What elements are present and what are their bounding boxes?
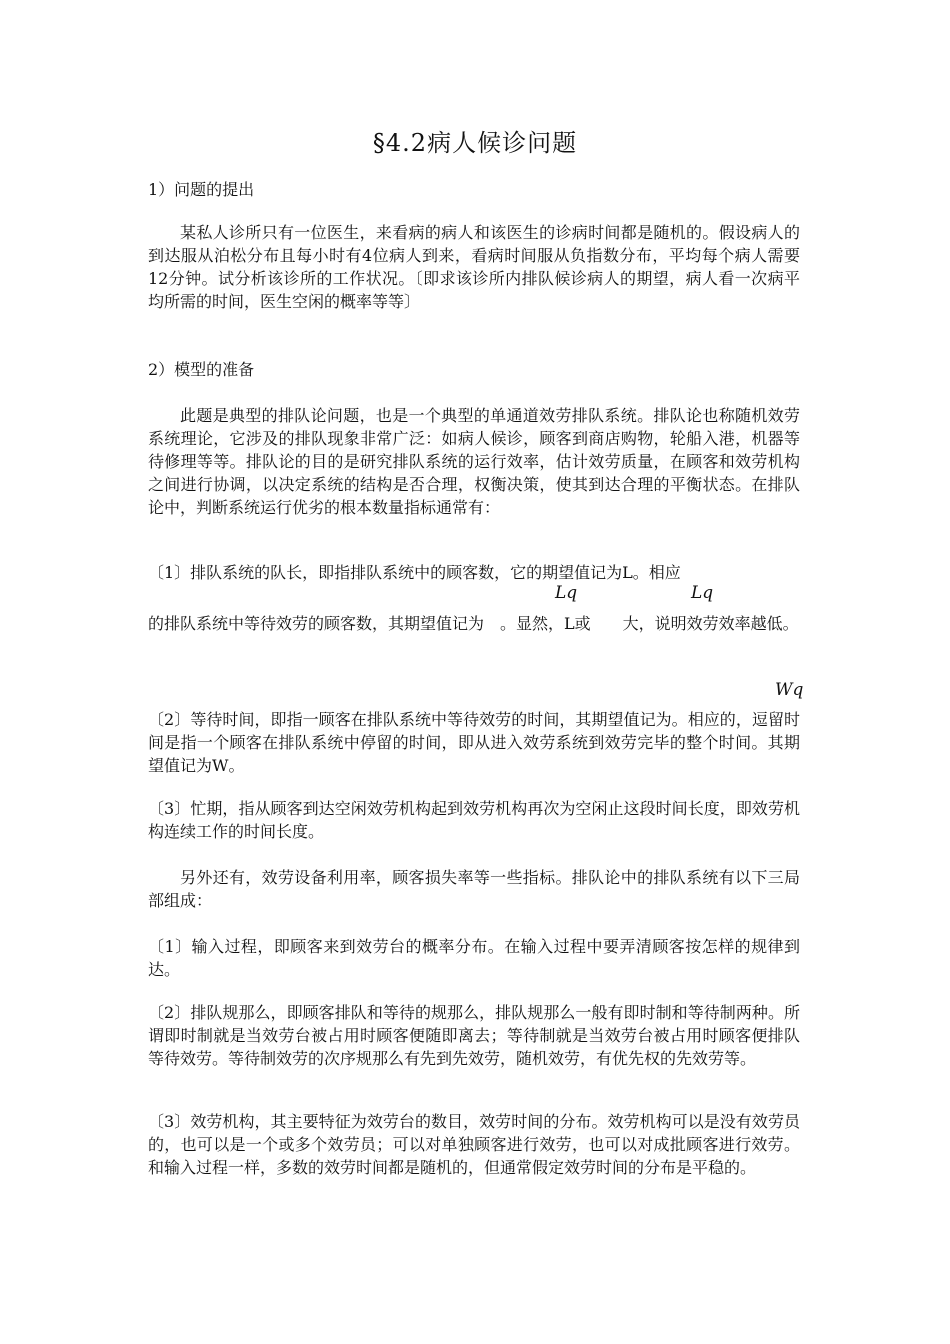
component-2-paragraph: 〔2〕排队规那么，即顾客排队和等待的规那么，排队规那么一般有即时制和等待制两种。所谓即时制就是当效劳台被占用时顾客便随即离去；等待制就是当效劳台被占用时顾客便排队等待效劳。等待制效劳的次序规那么有先到先效劳，随机效劳，有优先权的先效劳等。 xyxy=(148,1003,800,1068)
section-1-paragraph: 某私人诊所只有一位医生，来看病的病人和该医生的诊病时间都是随机的。假设病人的到达服从泊松分布且每小时有4位病人到来，看病时间服从负指数分布，平均每个病人需要12分钟。试分析该诊所的工作状况。〔即求该诊所内排队候诊病人的期望，病人看一次病平均所需的时间，医生空闲的概率等等〕 xyxy=(148,223,800,311)
other-indicators-paragraph: 另外还有，效劳设备利用率，顾客损失率等一些指标。排队论中的排队系统有以下三局部组成： xyxy=(148,868,800,910)
component-1-paragraph: 〔1〕输入过程，即顾客来到效劳台的概率分布。在输入过程中要弄清顾客按怎样的规律到达。 xyxy=(148,937,800,979)
indicator-3-paragraph: 〔3〕忙期，指从顾客到达空闲效劳机构起到效劳机构再次为空闲止这段时间长度，即效劳机构连续工作的时间长度。 xyxy=(148,799,800,841)
indicator-1-line-2: 的排队系统中等待效劳的顾客数，其期望值记为 。显然，L或 大，说明效劳效率越低。 xyxy=(148,614,799,633)
section-2-heading: 2）模型的准备 xyxy=(148,360,255,379)
indicator-1-line-1: 〔1〕排队系统的队长，即指排队系统中的顾客数，它的期望值记为L。相应 xyxy=(148,563,681,582)
section-1-heading: 1）问题的提出 xyxy=(148,180,255,199)
section-2-paragraph: 此题是典型的排队论问题，也是一个典型的单通道效劳排队系统。排队论也称随机效劳系统理论，它涉及的排队现象非常广泛：如病人候诊，顾客到商店购物，轮船入港，机器等待修理等等。排队论的目的是研究排队系统的运行效率，估计效劳质量，在顾客和效劳机构之间进行协调，以决定系统的结构是否合理，权衡决策，使其到达合理的平衡状态。在排队论中，判断系统运行优劣的根本数量指标通常有： xyxy=(148,406,800,517)
component-3-paragraph: 〔3〕效劳机构，其主要特征为效劳台的数目，效劳时间的分布。效劳机构可以是没有效劳员的，也可以是一个或多个效劳员；可以对单独顾客进行效劳，也可以对成批顾客进行效劳。和输入过程一样，多数的效劳时间都是随机的，但通常假定效劳时间的分布是平稳的。 xyxy=(148,1112,800,1177)
indicator-2-paragraph: 〔2〕等待时间，即指一顾客在排队系统中等待效劳的时间，其期望值记为。相应的，逗留时间是指一个顾客在排队系统中停留的时间，即从进入效劳系统到效劳完毕的整个时间。其期望值记为W。 xyxy=(148,710,800,775)
math-wq-symbol: Wq xyxy=(775,680,804,700)
math-lq-symbol: Lq xyxy=(555,583,578,603)
math-lq-symbol: Lq xyxy=(691,583,714,603)
page-title: §4.2病人候诊问题 xyxy=(372,129,578,157)
